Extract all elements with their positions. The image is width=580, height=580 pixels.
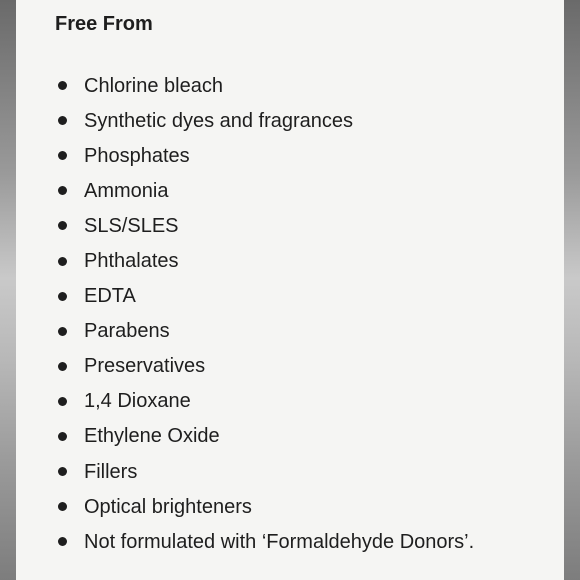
content-card (16, 0, 564, 580)
bullet-icon (58, 362, 67, 371)
bullet-icon (58, 467, 67, 476)
list-item-label: 1,4 Dioxane (84, 390, 191, 413)
bullet-icon (58, 292, 67, 301)
list-item-label: Preservatives (84, 355, 206, 378)
list-item-label: EDTA (84, 285, 136, 308)
list-item-label: Fillers (84, 460, 138, 483)
bullet-icon (58, 327, 67, 336)
list-item-label: Ammonia (84, 179, 169, 202)
list-item-label: Ethylene Oxide (84, 425, 220, 448)
list-item-label: SLS/SLES (84, 214, 179, 237)
bullet-icon (58, 257, 67, 266)
bullet-icon (58, 151, 67, 160)
bullet-icon (58, 537, 67, 546)
section-title: Free From (55, 13, 153, 35)
list-item-label: Not formulated with ‘Formaldehyde Donors’. (84, 530, 475, 553)
list-item-label: Parabens (84, 320, 170, 343)
list-item-label: Chlorine bleach (84, 74, 223, 97)
bullet-icon (58, 432, 67, 441)
bullet-icon (58, 81, 67, 90)
list-item-label: Phosphates (84, 144, 190, 167)
list-item-label: Phthalates (84, 250, 179, 273)
bullet-icon (58, 502, 67, 511)
bullet-icon (58, 221, 67, 230)
list-item-label: Synthetic dyes and fragrances (84, 109, 354, 132)
list-item-label: Optical brighteners (84, 495, 252, 518)
bullet-icon (58, 397, 67, 406)
bullet-icon (58, 116, 67, 125)
bullet-icon (58, 186, 67, 195)
